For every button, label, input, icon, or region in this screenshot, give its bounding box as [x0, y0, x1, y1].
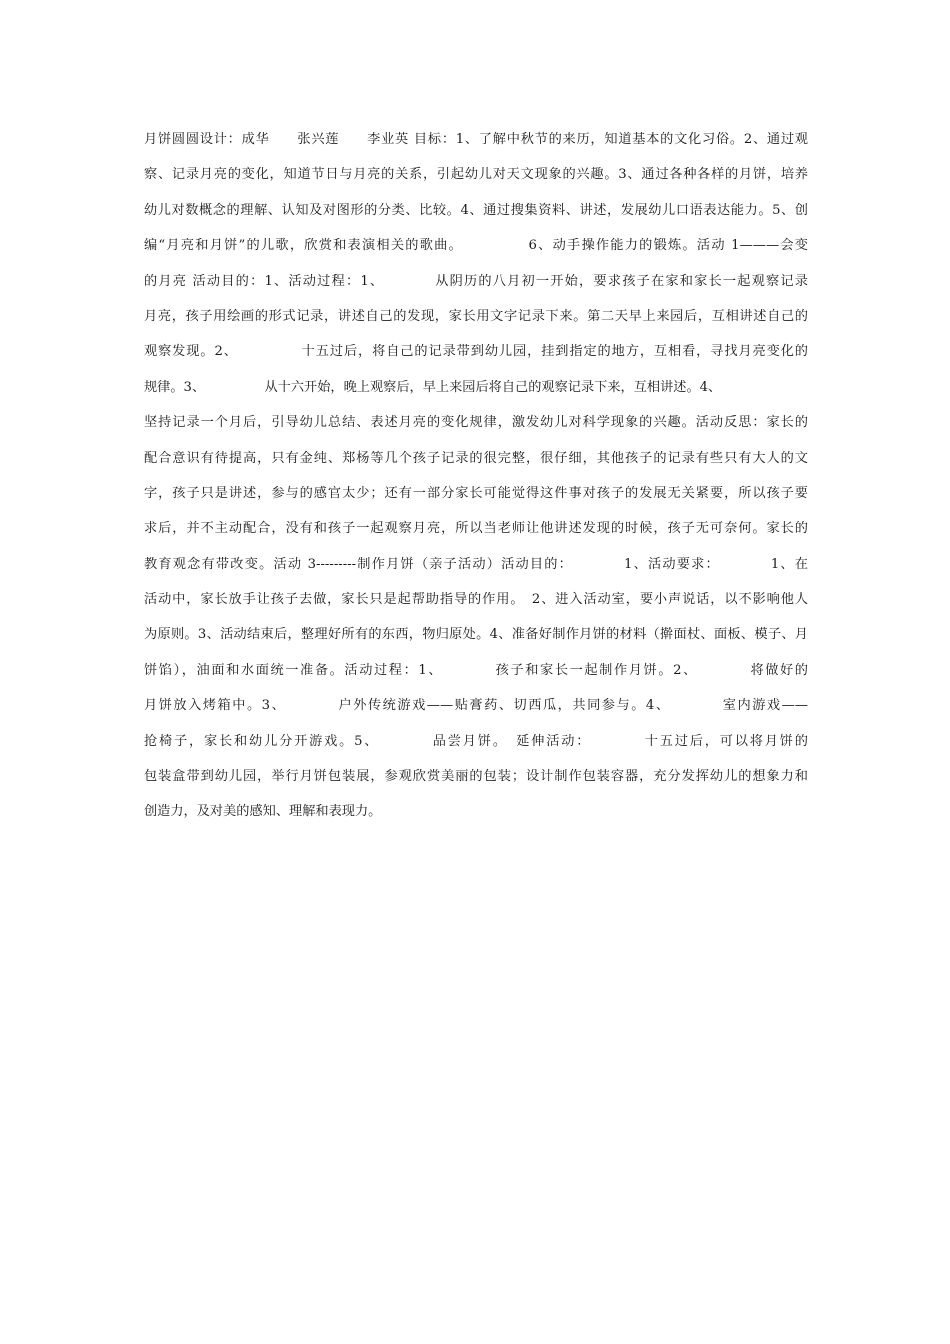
text-line: 观察发现。2、 十五过后，将自己的记录带到幼儿园，挂到指定的地方，互相看，寻找月亮变化的: [144, 344, 808, 360]
text-line: 幼儿对数概念的理解、认知及对图形的分类、比较。4、通过搜集资料、讲述，发展幼儿口语表达能力。5、创: [144, 202, 808, 218]
text-line: 为原则。3、活动结束后，整理好所有的东西，物归原处。4、准备好制作月饼的材料（擀面杖、面板、模子、月: [144, 627, 808, 643]
text-line: 配合意识有待提高，只有金纯、郑杨等几个孩子记录的很完整，很仔细，其他孩子的记录有些只有大人的文: [144, 450, 808, 466]
text-line: 月饼圆圆设计：成华 张兴莲 李业英 目标：1、了解中秋节的来历，知道基本的文化习俗。2、通过观: [144, 132, 808, 147]
text-line: 编“月亮和月饼”的儿歌，欣赏和表演相关的歌曲。 6、动手操作能力的锻炼。活动 1———会变: [144, 238, 808, 254]
text-line: 包装盒带到幼儿园，举行月饼包装展，参观欣赏美丽的包装；设计制作包装容器，充分发挥幼儿的想象力和: [144, 769, 808, 785]
text-line: 求后，并不主动配合，没有和孩子一起观察月亮，所以当老师让他讲述发现的时候，孩子无可奈何。家长的: [144, 521, 808, 537]
text-line: 的月亮 活动目的：1、活动过程：1、 从阴历的八月初一开始，要求孩子在家和家长一起观察记录: [144, 273, 808, 289]
text-line: 月饼放入烤箱中。3、 户外传统游戏——贴膏药、切西瓜，共同参与。4、 室内游戏——: [144, 698, 808, 714]
text-line: 坚持记录一个月后，引导幼儿总结、表述月亮的变化规律，激发幼儿对科学现象的兴趣。活动反思：家长的: [144, 415, 808, 431]
text-line: 教育观念有带改变。活动 3---------制作月饼（亲子活动）活动目的： 1、活动要求： 1、在: [144, 556, 808, 572]
text-line: 察、记录月亮的变化，知道节日与月亮的关系，引起幼儿对天文现象的兴趣。3、通过各种各样的月饼，培养: [144, 167, 808, 183]
text-line: 字，孩子只是讲述，参与的感官太少；还有一部分家长可能觉得这件事对孩子的发展无关紧要，所以孩子要: [144, 485, 808, 501]
text-line: 月亮，孩子用绘画的形式记录，讲述自己的发现，家长用文字记录下来。第二天早上来园后，互相讲述自己的: [144, 308, 808, 324]
text-line: 规律。3、 从十六开始，晚上观察后，早上来园后将自己的观察记录下来，互相讲述。4、: [144, 379, 722, 395]
text-line: 创造力，及对美的感知、理解和表现力。: [144, 804, 382, 820]
text-line: 饼馅），油面和水面统一准备。活动过程：1、 孩子和家长一起制作月饼。2、 将做好的: [144, 662, 808, 678]
text-line: 活动中，家长放手让孩子去做，家长只是起帮助指导的作用。 2、进入活动室，要小声说话，以不影响他人: [144, 592, 808, 608]
document-body: [144, 122, 808, 830]
text-line: 抢椅子，家长和幼儿分开游戏。5、 品尝月饼。 延伸活动： 十五过后，可以将月饼的: [144, 733, 808, 749]
